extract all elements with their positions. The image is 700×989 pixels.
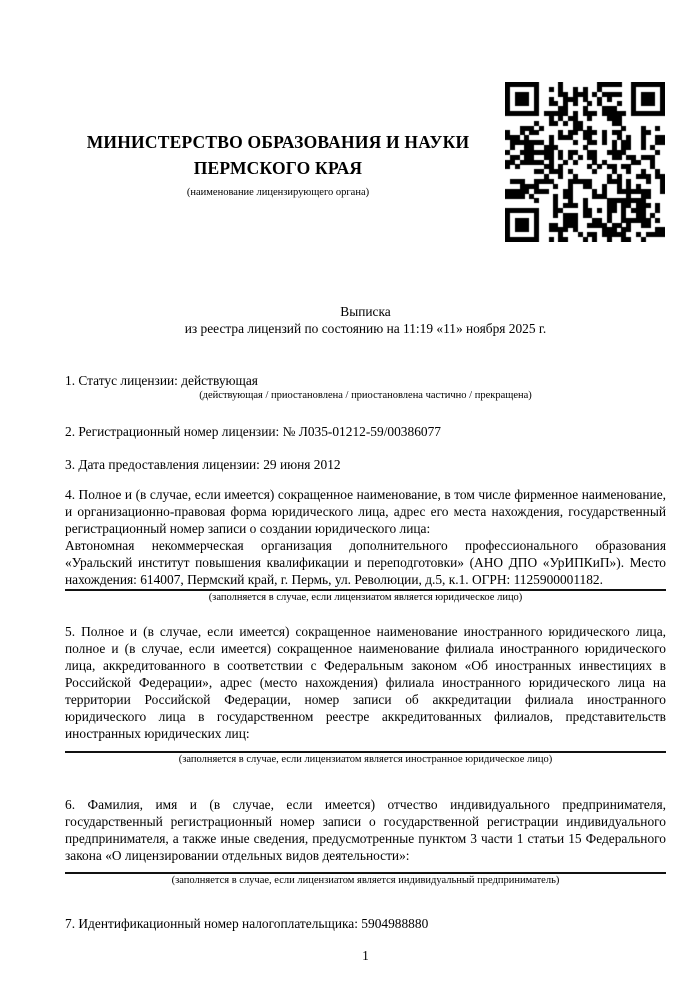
section-foreign-entity <box>65 623 666 766</box>
foreign-entity-heading: 5. Полное и (в случае, если имеется) сокращенное наименование иностранного юридического лица, полное и (в случае, если имеется) сокращенное наименование филиала иностранного юридического лица, аккредитованного в соответствии с Федеральным законом «Об иностранных инвестициях в Российской Федерации», адрес (место нахождения) филиала иностранного юридического лица на территории Российской Федерации, номер записи об аккредитации филиала иностранного юридического лица в государственном реестре аккредитованных филиалов, представительств иностранных юридических лиц: <box>65 624 666 741</box>
section-registration-number <box>65 423 666 440</box>
legal-entity-caption: (заполняется в случае, если лицензиатом является юридическое лицо) <box>208 592 523 603</box>
taxpayer-id-text: 7. Идентификационный номер налогоплательщика: 5904988880 <box>65 916 429 931</box>
section-grant-date <box>65 456 666 473</box>
legal-entity-value: Автономная некоммерческая организация дополнительного профессионального образования «Уральский институт повышения квалификации и переподготовки» (АНО ДПО «УрИПКиП»). Место нахождения: 614007, Пермский край, г. Пермь, ул. Революции, д.5, к.1. ОГРН: 1125900001182. <box>65 538 666 587</box>
licensing-authority-caption: (наименование лицензирующего органа) <box>186 187 370 198</box>
foreign-entity-caption: (заполняется в случае, если лицензиатом является иностранное юридическое лицо) <box>178 754 553 765</box>
individual-entrepreneur-caption: (заполняется в случае, если лицензиатом является индивидуальный предприниматель) <box>171 875 560 886</box>
licensing-authority-block <box>66 129 490 199</box>
license-status-text: 1. Статус лицензии: действующая <box>65 373 258 388</box>
section-individual-entrepreneur <box>65 796 666 887</box>
grant-date-text: 3. Дата предоставления лицензии: 29 июня 2012 <box>65 457 341 472</box>
qr-code-icon <box>505 82 665 242</box>
page-number: 1 <box>362 948 369 963</box>
section-taxpayer-id <box>65 915 666 932</box>
license-status-options-caption: (действующая / приостановлена / приостановлена частично / прекращена) <box>199 390 532 401</box>
document-title-line1: Выписка <box>340 304 391 319</box>
ministry-name-line1: МИНИСТЕРСТВО ОБРАЗОВАНИЯ И НАУКИ <box>86 132 470 152</box>
registration-number-text: 2. Регистрационный номер лицензии: № Л035-01212-59/00386077 <box>65 424 441 439</box>
individual-entrepreneur-heading: 6. Фамилия, имя и (в случае, если имеется) отчество индивидуального предпринимателя, государственный регистрационный номер записи о государственной регистрации индивидуального предпринимателя, а также иные сведения, предусмотренные пунктом 3 части 1 статьи 15 Федерального закона «О лицензировании отдельных видов деятельности»: <box>65 797 666 863</box>
legal-entity-heading: 4. Полное и (в случае, если имеется) сокращенное наименование, в том числе фирменное наименование, и организационно-правовая форма юридического лица, адрес его места нахождения, государственный регистрационный номер записи о создании юридического лица: <box>65 487 666 536</box>
ministry-name-line2: ПЕРМСКОГО КРАЯ <box>193 158 363 178</box>
document-title <box>65 303 666 337</box>
extract-body <box>65 303 666 964</box>
document-title-line2: из реестра лицензий по состоянию на 11:19 «11» ноября 2025 г. <box>184 321 547 336</box>
section-license-status <box>65 372 666 402</box>
section-legal-entity <box>65 486 666 604</box>
